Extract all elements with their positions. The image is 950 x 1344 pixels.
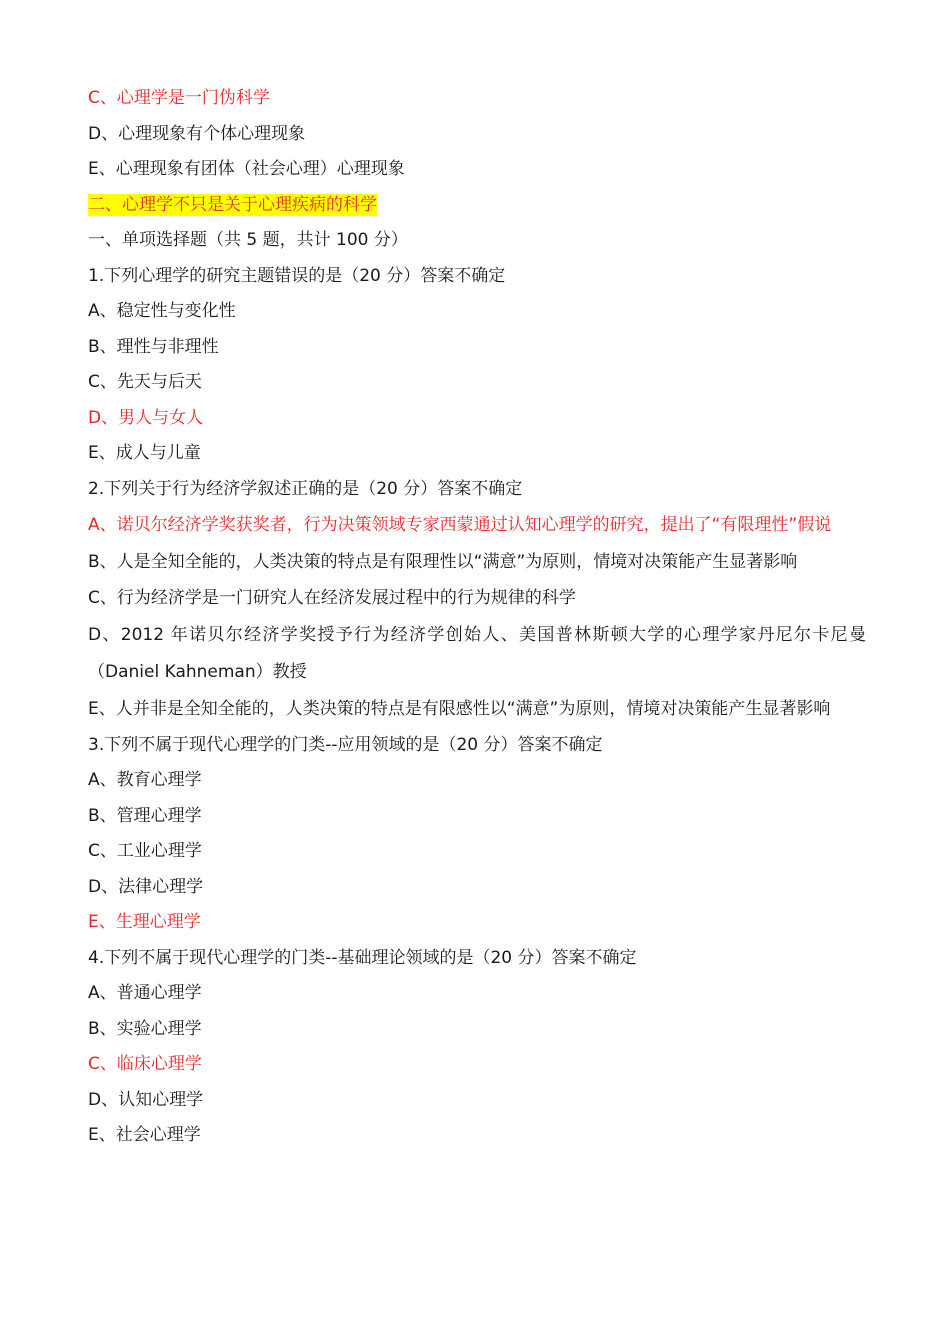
- document-page: [88, 81, 866, 1154]
- q3-option-c: C、工业心理学: [88, 841, 202, 861]
- q1-option-b: B、理性与非理性: [88, 336, 219, 357]
- question-3: 3.下列不属于现代心理学的门类--应用领域的是（20 分）答案不确定: [88, 734, 603, 755]
- q1-option-a: A、稳定性与变化性: [88, 301, 236, 321]
- q2-option-e: E、人并非是全知全能的，人类决策的特点是有限感性以“满意”为原则，情境对决策能产生显著影响: [88, 698, 831, 719]
- option-d: D、心理现象有个体心理现象: [88, 123, 306, 144]
- q2-option-a-correct: A、诺贝尔经济学奖获奖者，行为决策领域专家西蒙通过认知心理学的研究，提出了“有限理性”假说: [88, 515, 832, 535]
- q3-option-d: D、法律心理学: [88, 876, 204, 897]
- q4-option-d: D、认知心理学: [88, 1089, 204, 1110]
- option-e: E、心理现象有团体（社会心理）心理现象: [88, 159, 405, 179]
- q1-option-e: E、成人与儿童: [88, 443, 201, 463]
- section-heading-highlight: 二、心理学不只是关于心理疾病的科学: [88, 194, 377, 215]
- q4-option-b: B、实验心理学: [88, 1018, 202, 1039]
- q4-option-c-correct: C、临床心理学: [88, 1054, 202, 1074]
- question-2: 2.下列关于行为经济学叙述正确的是（20 分）答案不确定: [88, 478, 523, 499]
- q1-option-c: C、先天与后天: [88, 372, 202, 392]
- q2-option-b: B、人是全知全能的，人类决策的特点是有限理性以“满意”为原则，情境对决策能产生显著影响: [88, 552, 798, 572]
- question-type-heading: 一、单项选择题（共 5 题，共计 100 分）: [88, 230, 408, 250]
- q1-option-d-correct: D、男人与女人: [88, 407, 204, 428]
- q3-option-e-correct: E、生理心理学: [88, 912, 201, 932]
- q3-option-a: A、教育心理学: [88, 770, 202, 790]
- q2-option-d: D、2012 年诺贝尔经济学奖授予行为经济学创始人、美国普林斯顿大学的心理学家丹尼尔卡尼曼（Daniel Kahneman）教授: [88, 624, 866, 682]
- q3-option-b: B、管理心理学: [88, 805, 202, 826]
- q4-option-a: A、普通心理学: [88, 983, 202, 1003]
- section-heading: [88, 188, 866, 224]
- q4-option-e: E、社会心理学: [88, 1125, 201, 1145]
- question-4: 4.下列不属于现代心理学的门类--基础理论领域的是（20 分）答案不确定: [88, 947, 637, 968]
- q2-option-c: C、行为经济学是一门研究人在经济发展过程中的行为规律的科学: [88, 588, 576, 608]
- option-c-correct: C、心理学是一门伪科学: [88, 88, 270, 108]
- question-1: 1.下列心理学的研究主题错误的是（20 分）答案不确定: [88, 265, 506, 286]
